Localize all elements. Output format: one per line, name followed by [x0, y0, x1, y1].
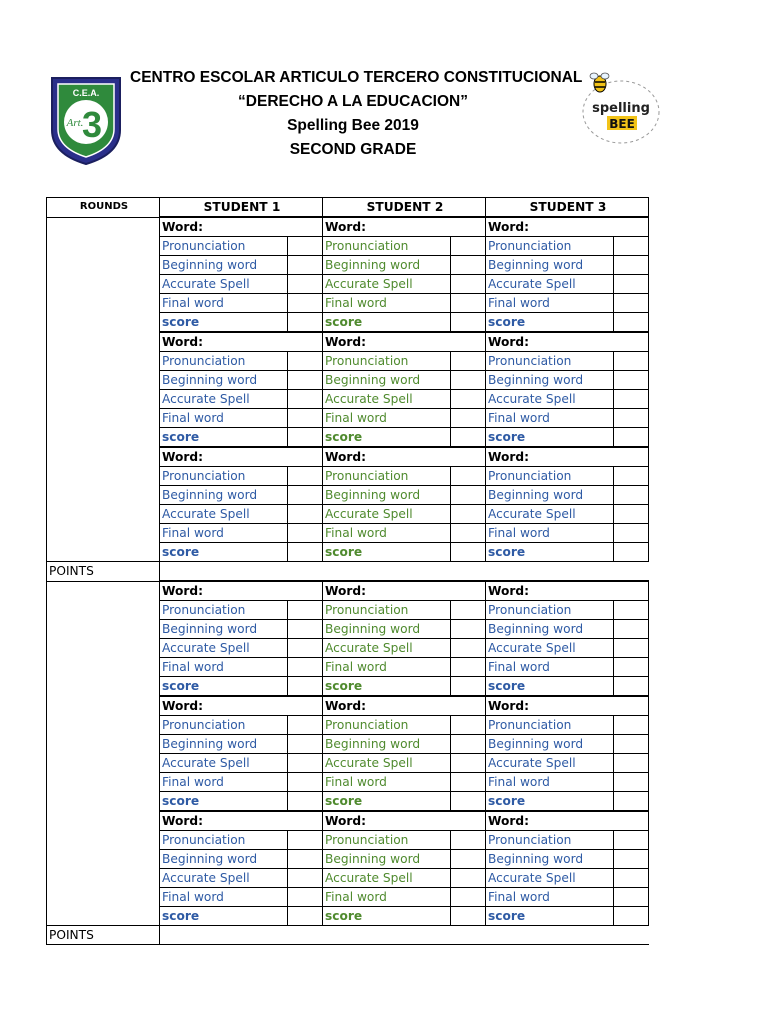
criterion-score-box[interactable]: [288, 850, 323, 869]
word-label: Word:: [323, 696, 451, 716]
word-entry[interactable]: [451, 696, 486, 716]
criterion-score-box[interactable]: [288, 409, 323, 428]
word-entry[interactable]: [614, 581, 649, 601]
word-entry[interactable]: [451, 217, 486, 237]
word-label: Word:: [486, 217, 614, 237]
word-label: Word:: [486, 581, 614, 601]
score-label: score: [323, 907, 451, 926]
criterion-score-box[interactable]: [614, 352, 649, 371]
score-label: score: [486, 907, 614, 926]
word-row: [47, 581, 649, 601]
logo-art-text: Art.: [66, 117, 84, 129]
criterion-score-box[interactable]: [451, 888, 486, 907]
word-entry[interactable]: [451, 447, 486, 467]
criterion-label: Final word: [160, 658, 288, 677]
criterion-score-box[interactable]: [614, 773, 649, 792]
criterion-label: Beginning word: [160, 486, 288, 505]
criterion-label: Pronunciation: [323, 831, 451, 850]
criterion-label: Accurate Spell: [486, 639, 614, 658]
score-table-body: [47, 217, 649, 945]
criterion-label: Final word: [323, 888, 451, 907]
criterion-label: Final word: [160, 409, 288, 428]
criterion-label: Beginning word: [486, 256, 614, 275]
word-entry[interactable]: [614, 332, 649, 352]
score-label: score: [486, 543, 614, 562]
criterion-label: Beginning word: [160, 620, 288, 639]
criterion-score-box[interactable]: [614, 467, 649, 486]
criterion-label: Accurate Spell: [486, 390, 614, 409]
criterion-score-box[interactable]: [288, 524, 323, 543]
criterion-score-box[interactable]: [614, 524, 649, 543]
score-box[interactable]: [288, 907, 323, 926]
criterion-label: Pronunciation: [486, 716, 614, 735]
score-label: score: [323, 677, 451, 697]
word-label: Word:: [486, 696, 614, 716]
criterion-label: Accurate Spell: [160, 754, 288, 773]
score-label: score: [323, 543, 451, 562]
table-header-row: [47, 198, 649, 218]
word-label: Word:: [323, 217, 451, 237]
criterion-score-box[interactable]: [451, 735, 486, 754]
criterion-label: Accurate Spell: [486, 505, 614, 524]
word-label: Word:: [486, 811, 614, 831]
criterion-score-box[interactable]: [614, 658, 649, 677]
score-box[interactable]: [614, 543, 649, 562]
criterion-label: Pronunciation: [323, 467, 451, 486]
logo-top-text: C.E.A.: [72, 88, 100, 98]
criterion-label: Accurate Spell: [323, 869, 451, 888]
criterion-label: Accurate Spell: [323, 275, 451, 294]
score-box[interactable]: [614, 313, 649, 333]
criterion-score-box[interactable]: [614, 754, 649, 773]
criterion-label: Final word: [160, 294, 288, 313]
word-entry[interactable]: [451, 811, 486, 831]
criterion-score-box[interactable]: [288, 620, 323, 639]
criterion-label: Beginning word: [486, 850, 614, 869]
points-label: POINTS: [47, 562, 160, 582]
criterion-score-box[interactable]: [614, 888, 649, 907]
criterion-label: Accurate Spell: [323, 639, 451, 658]
criterion-label: Final word: [486, 888, 614, 907]
criterion-score-box[interactable]: [614, 237, 649, 256]
criterion-label: Beginning word: [323, 486, 451, 505]
criterion-score-box[interactable]: [451, 294, 486, 313]
criterion-score-box[interactable]: [451, 256, 486, 275]
score-label: score: [486, 428, 614, 448]
criterion-score-box[interactable]: [451, 869, 486, 888]
criterion-label: Final word: [323, 658, 451, 677]
criterion-score-box[interactable]: [288, 754, 323, 773]
criterion-label: Final word: [160, 524, 288, 543]
word-entry[interactable]: [288, 332, 323, 352]
word-label: Word:: [160, 447, 288, 467]
criterion-label: Accurate Spell: [323, 754, 451, 773]
criterion-score-box[interactable]: [614, 256, 649, 275]
grade-title: SECOND GRADE: [289, 141, 417, 158]
criterion-label: Pronunciation: [486, 352, 614, 371]
word-entry[interactable]: [288, 696, 323, 716]
word-entry[interactable]: [614, 447, 649, 467]
criterion-score-box[interactable]: [451, 601, 486, 620]
score-label: score: [160, 792, 288, 812]
criterion-score-box[interactable]: [288, 256, 323, 275]
criterion-score-box[interactable]: [451, 716, 486, 735]
score-box[interactable]: [288, 428, 323, 448]
criterion-label: Pronunciation: [160, 237, 288, 256]
criterion-score-box[interactable]: [288, 888, 323, 907]
criterion-score-box[interactable]: [614, 601, 649, 620]
criterion-score-box[interactable]: [614, 639, 649, 658]
word-label: Word:: [160, 581, 288, 601]
criterion-score-box[interactable]: [451, 831, 486, 850]
word-entry[interactable]: [614, 217, 649, 237]
points-total-cell[interactable]: [160, 562, 649, 582]
criterion-label: Beginning word: [323, 735, 451, 754]
criterion-score-box[interactable]: [288, 390, 323, 409]
criterion-score-box[interactable]: [451, 409, 486, 428]
criterion-label: Accurate Spell: [160, 390, 288, 409]
criterion-label: Final word: [486, 524, 614, 543]
criterion-score-box[interactable]: [451, 486, 486, 505]
criterion-label: Final word: [323, 294, 451, 313]
word-label: Word:: [160, 811, 288, 831]
criterion-label: Pronunciation: [160, 601, 288, 620]
document-header: [0, 66, 768, 166]
score-box[interactable]: [614, 428, 649, 448]
word-entry[interactable]: [288, 217, 323, 237]
score-label: score: [486, 792, 614, 812]
criterion-label: Final word: [486, 294, 614, 313]
spelling-bee-logo: [580, 70, 662, 146]
criterion-label: Accurate Spell: [486, 275, 614, 294]
points-label: POINTS: [47, 926, 160, 945]
criterion-label: Pronunciation: [160, 831, 288, 850]
criterion-score-box[interactable]: [451, 352, 486, 371]
criterion-label: Accurate Spell: [160, 275, 288, 294]
word-entry[interactable]: [614, 811, 649, 831]
score-label: score: [160, 907, 288, 926]
word-entry[interactable]: [288, 447, 323, 467]
criterion-score-box[interactable]: [288, 658, 323, 677]
criterion-label: Final word: [323, 773, 451, 792]
school-name: CENTRO ESCOLAR ARTICULO TERCERO CONSTITUCIONAL: [130, 69, 583, 86]
student-1-header: STUDENT 1: [160, 198, 323, 218]
criterion-score-box[interactable]: [451, 505, 486, 524]
criterion-score-box[interactable]: [288, 831, 323, 850]
criterion-score-box[interactable]: [288, 639, 323, 658]
score-box[interactable]: [614, 792, 649, 812]
criterion-score-box[interactable]: [451, 639, 486, 658]
criterion-score-box[interactable]: [288, 735, 323, 754]
logo-number: 3: [81, 104, 103, 145]
criterion-label: Final word: [323, 524, 451, 543]
points-row: [47, 562, 649, 582]
score-label: score: [323, 428, 451, 448]
round-cell: [47, 217, 160, 562]
score-label: score: [160, 428, 288, 448]
word-label: Word:: [323, 332, 451, 352]
round-cell: [47, 581, 160, 926]
word-label: Word:: [323, 581, 451, 601]
criterion-label: Beginning word: [160, 256, 288, 275]
criterion-label: Pronunciation: [160, 716, 288, 735]
criterion-score-box[interactable]: [288, 486, 323, 505]
school-crest-logo: [48, 74, 124, 166]
criterion-label: Pronunciation: [486, 601, 614, 620]
criterion-score-box[interactable]: [288, 467, 323, 486]
score-box[interactable]: [288, 313, 323, 333]
criterion-score-box[interactable]: [451, 658, 486, 677]
score-box[interactable]: [451, 677, 486, 697]
criterion-score-box[interactable]: [614, 831, 649, 850]
criterion-label: Pronunciation: [323, 237, 451, 256]
header-titles: [130, 66, 583, 162]
score-box[interactable]: [451, 428, 486, 448]
criterion-score-box[interactable]: [451, 237, 486, 256]
criterion-label: Beginning word: [486, 486, 614, 505]
word-entry[interactable]: [451, 581, 486, 601]
bee-logo-word2: BEE: [609, 117, 635, 131]
word-entry[interactable]: [614, 696, 649, 716]
criterion-label: Beginning word: [486, 620, 614, 639]
criterion-label: Pronunciation: [486, 237, 614, 256]
criterion-label: Beginning word: [486, 735, 614, 754]
word-label: Word:: [160, 696, 288, 716]
criterion-label: Beginning word: [323, 620, 451, 639]
criterion-score-box[interactable]: [288, 352, 323, 371]
score-label: score: [323, 792, 451, 812]
score-box[interactable]: [451, 313, 486, 333]
criterion-score-box[interactable]: [451, 620, 486, 639]
score-label: score: [160, 677, 288, 697]
points-total-cell[interactable]: [160, 926, 649, 945]
word-label: Word:: [486, 447, 614, 467]
criterion-score-box[interactable]: [288, 869, 323, 888]
criterion-label: Final word: [486, 658, 614, 677]
score-label: score: [160, 543, 288, 562]
criterion-score-box[interactable]: [288, 505, 323, 524]
criterion-label: Accurate Spell: [160, 639, 288, 658]
score-label: score: [160, 313, 288, 333]
criterion-label: Beginning word: [323, 371, 451, 390]
score-box[interactable]: [614, 677, 649, 697]
criterion-score-box[interactable]: [288, 275, 323, 294]
criterion-score-box[interactable]: [288, 601, 323, 620]
criterion-score-box[interactable]: [451, 390, 486, 409]
word-label: Word:: [486, 332, 614, 352]
criterion-score-box[interactable]: [614, 716, 649, 735]
criterion-label: Final word: [160, 773, 288, 792]
criterion-score-box[interactable]: [288, 294, 323, 313]
criterion-label: Pronunciation: [486, 831, 614, 850]
criterion-score-box[interactable]: [614, 850, 649, 869]
criterion-label: Final word: [486, 773, 614, 792]
criterion-score-box[interactable]: [614, 869, 649, 888]
score-label: score: [486, 677, 614, 697]
criterion-score-box[interactable]: [451, 371, 486, 390]
criterion-label: Accurate Spell: [323, 505, 451, 524]
school-motto: “DERECHO A LA EDUCACION”: [238, 93, 468, 110]
criterion-label: Final word: [160, 888, 288, 907]
criterion-label: Accurate Spell: [160, 505, 288, 524]
criterion-score-box[interactable]: [614, 735, 649, 754]
criterion-label: Pronunciation: [160, 467, 288, 486]
criterion-score-box[interactable]: [614, 371, 649, 390]
word-label: Word:: [160, 332, 288, 352]
score-box[interactable]: [451, 543, 486, 562]
criterion-score-box[interactable]: [288, 237, 323, 256]
criterion-label: Pronunciation: [323, 352, 451, 371]
bee-logo-word1: spelling: [592, 101, 650, 116]
criterion-label: Beginning word: [160, 371, 288, 390]
criterion-label: Accurate Spell: [323, 390, 451, 409]
score-box[interactable]: [451, 792, 486, 812]
word-entry[interactable]: [288, 581, 323, 601]
criterion-label: Final word: [486, 409, 614, 428]
criterion-score-box[interactable]: [614, 486, 649, 505]
criterion-score-box[interactable]: [288, 371, 323, 390]
criterion-label: Beginning word: [323, 850, 451, 869]
score-box[interactable]: [288, 677, 323, 697]
criterion-label: Beginning word: [160, 735, 288, 754]
criterion-label: Pronunciation: [160, 352, 288, 371]
spelling-bee-score-table: [46, 197, 649, 945]
score-box[interactable]: [451, 907, 486, 926]
score-label: score: [486, 313, 614, 333]
criterion-label: Pronunciation: [323, 601, 451, 620]
word-row: [47, 217, 649, 237]
event-title: Spelling Bee 2019: [287, 117, 419, 134]
criterion-score-box[interactable]: [451, 850, 486, 869]
score-box[interactable]: [614, 907, 649, 926]
student-3-header: STUDENT 3: [486, 198, 649, 218]
criterion-score-box[interactable]: [451, 754, 486, 773]
criterion-label: Accurate Spell: [486, 869, 614, 888]
criterion-label: Beginning word: [323, 256, 451, 275]
criterion-score-box[interactable]: [614, 620, 649, 639]
criterion-label: Accurate Spell: [486, 754, 614, 773]
word-entry[interactable]: [451, 332, 486, 352]
word-label: Word:: [323, 447, 451, 467]
criterion-score-box[interactable]: [451, 275, 486, 294]
points-row: [47, 926, 649, 945]
criterion-label: Pronunciation: [486, 467, 614, 486]
student-2-header: STUDENT 2: [323, 198, 486, 218]
score-box[interactable]: [288, 543, 323, 562]
criterion-label: Beginning word: [160, 850, 288, 869]
rounds-header: ROUNDS: [47, 198, 160, 218]
criterion-score-box[interactable]: [614, 275, 649, 294]
criterion-score-box[interactable]: [451, 773, 486, 792]
criterion-score-box[interactable]: [614, 505, 649, 524]
score-label: score: [323, 313, 451, 333]
criterion-score-box[interactable]: [288, 716, 323, 735]
criterion-score-box[interactable]: [614, 409, 649, 428]
criterion-label: Accurate Spell: [160, 869, 288, 888]
criterion-score-box[interactable]: [451, 524, 486, 543]
criterion-label: Pronunciation: [323, 716, 451, 735]
score-box[interactable]: [288, 792, 323, 812]
criterion-score-box[interactable]: [614, 294, 649, 313]
criterion-score-box[interactable]: [288, 773, 323, 792]
criterion-score-box[interactable]: [614, 390, 649, 409]
word-entry[interactable]: [288, 811, 323, 831]
criterion-label: Final word: [323, 409, 451, 428]
criterion-label: Beginning word: [486, 371, 614, 390]
word-label: Word:: [160, 217, 288, 237]
criterion-score-box[interactable]: [451, 467, 486, 486]
word-label: Word:: [323, 811, 451, 831]
